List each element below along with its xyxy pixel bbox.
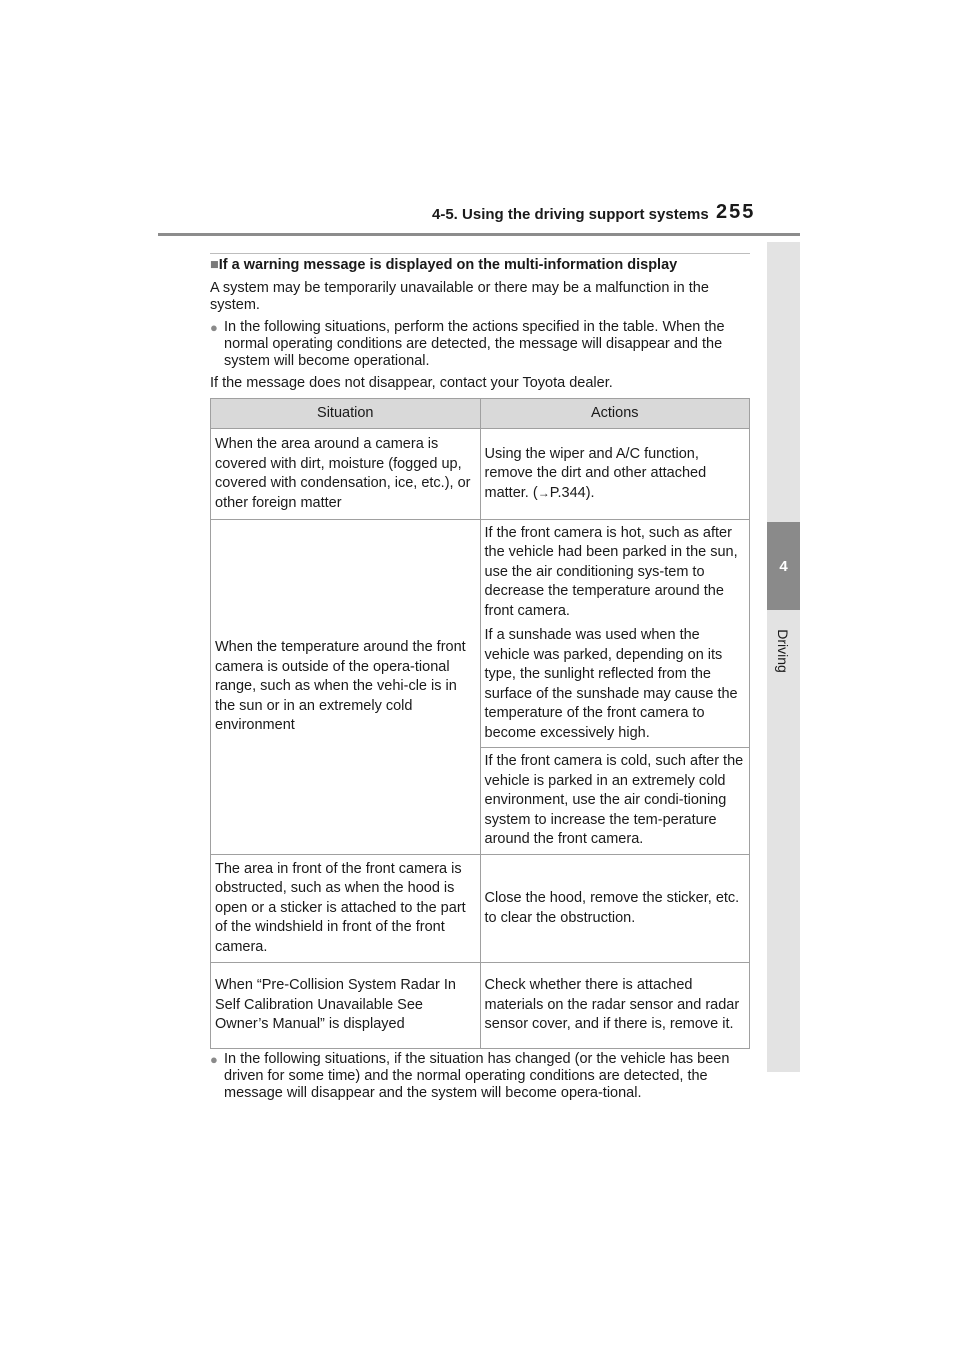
- square-bullet-icon: ■: [210, 257, 219, 273]
- section-title: [210, 257, 750, 274]
- column-header-situation: Situation: [211, 399, 481, 429]
- main-content: [210, 257, 750, 397]
- bullet-text: In the following situations, if the situation has changed (or the vehicle has been driven for some time) and the normal operating conditions are detected, the message will disappear and the system will become opera-tional.: [224, 1051, 730, 1101]
- bullet-item: [210, 1051, 750, 1102]
- situation-cell: When the temperature around the front camera is outside of the opera-tional range, such as when the vehi-cle is in the sun or in an extremely cold environment: [211, 520, 481, 855]
- section-title-text: If a warning message is displayed on the multi-information display: [218, 257, 678, 273]
- bullet-item: [210, 319, 750, 370]
- chapter-label-text: Driving: [775, 629, 792, 673]
- situation-cell: When “Pre-Collision System Radar In Self Calibration Unavailable See Owner’s Manual” is displayed: [211, 963, 481, 1049]
- action-paragraph: If the front camera is hot, such as after the vehicle had been parked in the sun, use the air conditioning sys-tem to decrease the temperature around the front camera.: [484, 524, 738, 619]
- page-number: 255: [716, 201, 756, 223]
- action-cell: Check whether there is attached materials on the radar sensor and radar sensor cover, and if there is, remove it.: [480, 963, 750, 1049]
- circle-bullet-icon: ●: [210, 1052, 218, 1067]
- table-row: [211, 520, 750, 748]
- chapter-number-box: 4: [767, 522, 800, 610]
- header-divider: [158, 233, 800, 236]
- action-text: Using the wiper and A/C function, remove the dirt and other attached matter. (: [484, 445, 707, 501]
- table-row: [211, 855, 750, 963]
- table-row: [211, 963, 750, 1049]
- situation-cell: The area in front of the front camera is obstructed, such as when the hood is open or a sticker is attached to the part of the windshield in front of the front camera.: [211, 855, 481, 963]
- dealer-note: If the message does not disappear, contact your Toyota dealer.: [210, 375, 613, 391]
- column-header-actions: Actions: [480, 399, 750, 429]
- situation-cell: When the area around a camera is covered with dirt, moisture (fogged up, covered with condensation, ice, etc.), or other foreign matter: [211, 429, 481, 520]
- action-paragraph: If a sunshade was used when the vehicle was parked, depending on its type, the sunlight reflected from the surface of the sunshade may cause the temperature of the front camera to become excessively high.: [484, 627, 738, 741]
- page-reference: P.344).: [549, 484, 595, 501]
- arrow-right-icon: →: [537, 485, 550, 500]
- table-header-row: [211, 399, 750, 429]
- table-row: [211, 429, 750, 520]
- warning-actions-table: [210, 398, 750, 1049]
- action-cell: [480, 520, 750, 748]
- action-cell: Close the hood, remove the sticker, etc. to clear the obstruction.: [480, 855, 750, 963]
- action-cell: [480, 429, 750, 520]
- chapter-label: [765, 616, 801, 686]
- section-divider: [210, 253, 750, 254]
- circle-bullet-icon: ●: [210, 320, 218, 335]
- bullet-text: In the following situations, perform the actions specified in the table. When the normal operating conditions are detected, the message will disappear and the system will become operational.: [224, 319, 725, 369]
- action-cell: If the front camera is cold, such after the vehicle is parked in an extremely cold environment, use the air condi-tioning system to increase the tem-perature around the front camera.: [480, 748, 750, 855]
- bottom-content: [210, 1051, 750, 1107]
- section-header: 4-5. Using the driving support systems: [432, 206, 709, 223]
- intro-paragraph: A system may be temporarily unavailable or there may be a malfunction in the system.: [210, 280, 709, 313]
